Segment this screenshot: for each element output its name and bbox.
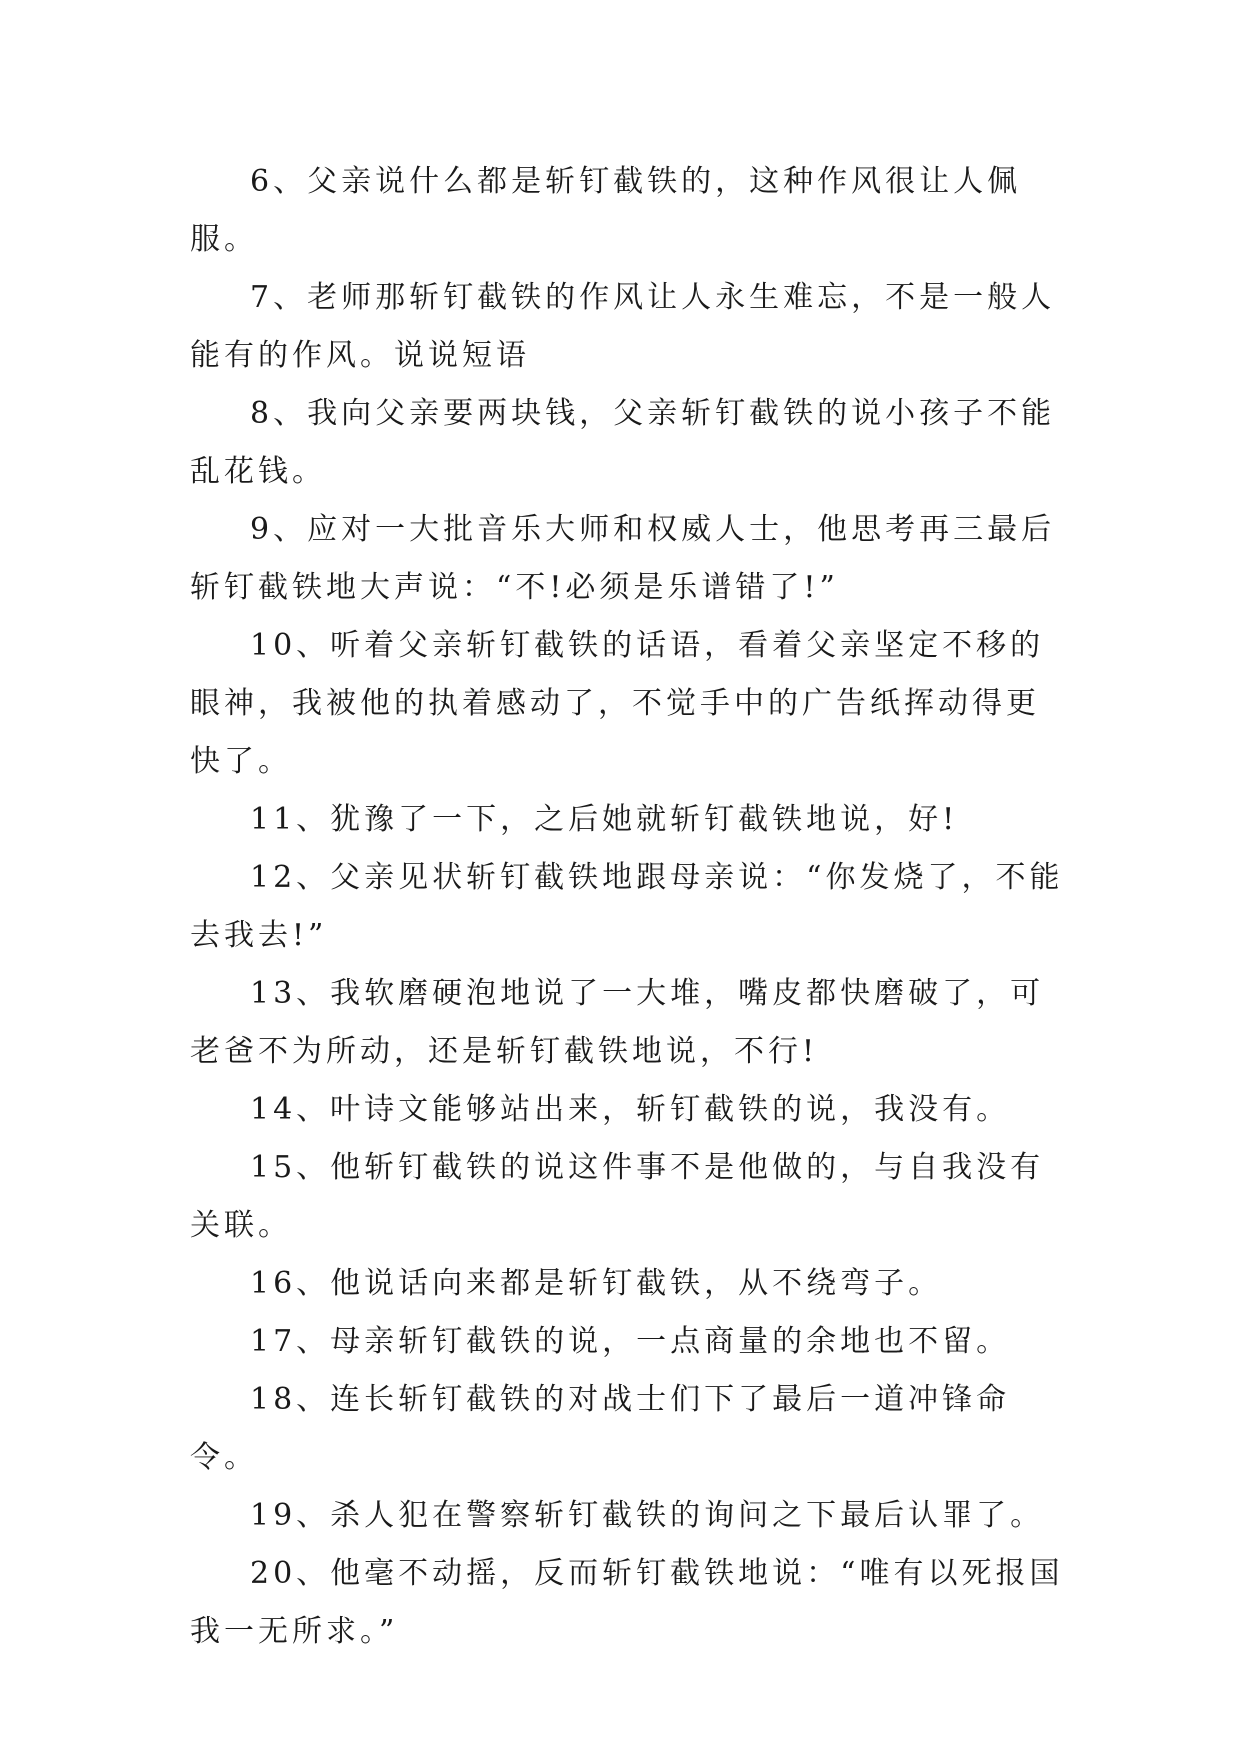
paragraph-16: 16、他说话向来都是斩钉截铁，从不绕弯子。 <box>250 1266 943 1301</box>
paragraph-9: 9、应对一大批音乐大师和权威人士，他思考再三最后斩钉截铁地大声说：“不!必须是乐谱错了!” <box>190 512 1056 605</box>
paragraph-14: 14、叶诗文能够站出来，斩钉截铁的说，我没有。 <box>250 1092 1011 1127</box>
paragraph-7: 7、老师那斩钉截铁的作风让人永生难忘，不是一般人能有的作风。说说短语 <box>190 280 1056 373</box>
paragraph-15: 15、他斩钉截铁的说这件事不是他做的，与自我没有关联。 <box>190 1150 1045 1243</box>
paragraph-18: 18、连长斩钉截铁的对战士们下了最后一道冲锋命令。 <box>190 1382 1011 1475</box>
paragraph-20: 20、他毫不动摇，反而斩钉截铁地说：“唯有以死报国我一无所求。” <box>190 1556 1064 1649</box>
paragraph-13: 13、我软磨硬泡地说了一大堆，嘴皮都快磨破了，可老爸不为所动，还是斩钉截铁地说，不行! <box>190 976 1045 1069</box>
paragraph-8: 8、我向父亲要两块钱，父亲斩钉截铁的说小孩子不能乱花钱。 <box>190 396 1056 489</box>
paragraph-19: 19、杀人犯在警察斩钉截铁的询问之下最后认罪了。 <box>250 1498 1045 1533</box>
paragraph-10: 10、听着父亲斩钉截铁的话语，看着父亲坚定不移的眼神，我被他的执着感动了，不觉手中的广告纸挥动得更快了。 <box>190 628 1045 779</box>
document-body <box>190 153 1070 1661</box>
paragraph-12: 12、父亲见状斩钉截铁地跟母亲说：“你发烧了，不能去我去!” <box>190 860 1064 953</box>
paragraph-6: 6、父亲说什么都是斩钉截铁的，这种作风很让人佩服。 <box>190 164 1022 257</box>
paragraph-11: 11、犹豫了一下，之后她就斩钉截铁地说，好! <box>250 802 959 837</box>
paragraph-17: 17、母亲斩钉截铁的说，一点商量的余地也不留。 <box>250 1324 1011 1359</box>
